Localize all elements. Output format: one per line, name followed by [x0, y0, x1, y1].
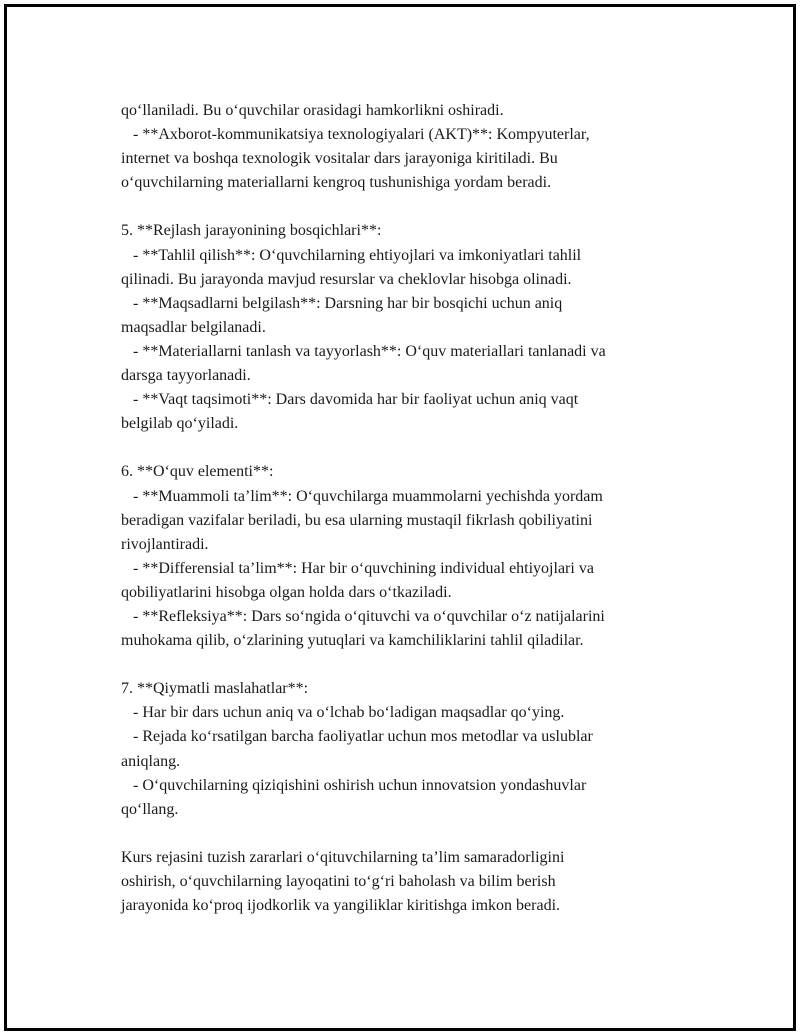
text-line: 6. **O‘quv elementi**:	[121, 463, 274, 481]
page-frame	[4, 4, 796, 1031]
text-line: Kurs rejasini tuzish zararlari o‘qituvchilarning ta’lim samaradorligini	[121, 848, 565, 866]
paragraph-gap	[121, 436, 701, 460]
text-line: - **Differensial ta’lim**: Har bir o‘quvchining individual ehtiyojlari va	[121, 559, 594, 577]
paragraph-gap	[121, 653, 701, 677]
paragraph-gap	[121, 822, 701, 846]
text-line: - **Refleksiya**: Dars so‘ngida o‘qituvchi va o‘quvchilar o‘z natijalarini	[121, 607, 605, 625]
text-line: belgilab qo‘yiladi.	[121, 415, 239, 433]
text-line: - **Maqsadlarni belgilash**: Darsning har bir bosqichi uchun aniq	[121, 294, 563, 312]
text-line: oshirish, o‘quvchilarning layoqatini to‘g‘ri baholash va bilim berish	[121, 873, 556, 890]
text-line: - Rejada ko‘rsatilgan barcha faoliyatlar uchun mos metodlar va uslublar	[121, 728, 593, 746]
text-line: - O‘quvchilarning qiziqishini oshirish uchun innovatsion yondashuvlar	[121, 776, 587, 794]
text-line: darsga tayyorlanadi.	[121, 367, 251, 385]
text-line: jarayonida ko‘proq ijodkorlik va yangiliklar kiritishga imkon beradi.	[121, 897, 561, 915]
text-line: - **Vaqt taqsimoti**: Dars davomida har bir faoliyat uchun aniq vaqt	[121, 391, 579, 409]
text-line: beradigan vazifalar beriladi, bu esa ularning mustaqil fikrlash qobiliyatini	[121, 511, 593, 529]
text-line: maqsadlar belgilanadi.	[121, 318, 266, 336]
paragraph-gap	[121, 195, 701, 219]
text-line: internet va boshqa texnologik vositalar dars jarayoniga kiritiladi. Bu	[121, 150, 558, 168]
text-line: - **Muammoli ta’lim**: O‘quvchilarga muammolarni yechishda yordam	[121, 487, 603, 505]
text-line: - **Materiallarni tanlash va tayyorlash**: O‘quv materiallari tanlanadi va	[121, 342, 606, 360]
text-line: rivojlantiradi.	[121, 535, 209, 553]
text-line: 7. **Qiymatli maslahatlar**:	[121, 680, 309, 698]
text-line: o‘quvchilarning materiallarni kengroq tushunishiga yordam beradi.	[121, 174, 552, 192]
text-line: - Har bir dars uchun aniq va o‘lchab bo‘ladigan maqsadlar qo‘ying.	[121, 704, 565, 722]
document-body	[121, 99, 701, 918]
text-line: qilinadi. Bu jarayonda mavjud resurslar va cheklovlar hisobga olinadi.	[121, 270, 572, 288]
text-line: muhokama qilib, o‘zlarining yutuqlari va kamchiliklarini tahlil qiladilar.	[121, 632, 584, 650]
text-line: - **Tahlil qilish**: O‘quvchilarning ehtiyojlari va imkoniyatlari tahlil	[121, 246, 582, 264]
text-line: qo‘llang.	[121, 800, 179, 818]
text-line: qo‘llaniladi. Bu o‘quvchilar orasidagi hamkorlikni oshiradi.	[121, 102, 504, 119]
text-line: aniqlang.	[121, 752, 181, 770]
text-line: - **Axborot-kommunikatsiya texnologiyalari (AKT)**: Kompyuterlar,	[121, 126, 590, 144]
text-line: 5. **Rejlash jarayonining bosqichlari**:	[121, 222, 382, 240]
text-line: qobiliyatlarini hisobga olgan holda dars o‘tkaziladi.	[121, 583, 452, 601]
